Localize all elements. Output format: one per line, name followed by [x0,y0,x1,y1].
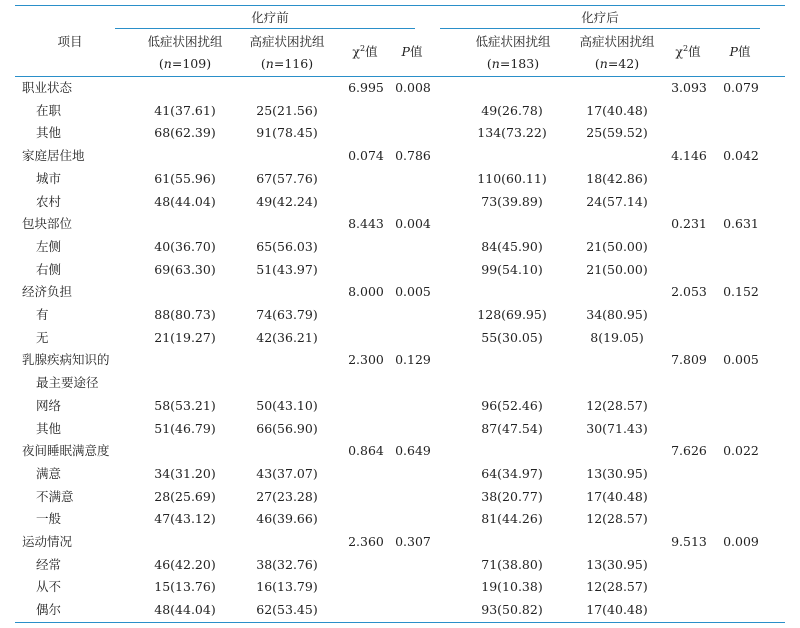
cell-label: 无 [36,329,49,345]
cell-a-high: 34(80.95) [586,307,648,322]
cell-chi2: 0.231 [671,216,707,232]
cell-label: 经常 [36,556,62,572]
cell-a-high: 17(40.48) [586,602,648,618]
cell-label: 运动情况 [22,534,73,549]
cell-label: 包块部位 [22,216,73,232]
header-n-after-low: (n=183) [486,56,540,71]
cell-b-low: 28(25.69) [154,488,216,504]
cell-b-low: 40(36.70) [154,238,216,254]
header-p-after: P值 [729,44,751,59]
header-chi-before: $\chi^2$值 [352,43,378,59]
cell-b-low: 48(44.04) [154,193,216,209]
cell-b-low: 48(44.04) [154,602,216,618]
cell-b-high: 65(56.03) [256,238,318,254]
cell-b-high: 66(56.90) [256,420,318,436]
cell-chi1: 2.360 [348,534,384,549]
cell-p2: 0.042 [723,148,759,164]
header-chi-after: $\chi^2$值 [675,43,701,59]
cell-b-high: 27(23.28) [256,488,318,504]
cell-b-high: 50(43.10) [256,397,318,413]
cell-a-low: 19(10.38) [481,579,543,595]
header-after: 化疗后 [581,10,619,25]
cell-b-low: 51(46.79) [154,420,216,436]
cell-b-high: 67(57.76) [256,170,318,186]
cell-b-low: 69(63.30) [154,261,216,277]
bottom-rule [15,622,785,623]
cell-p1: 0.786 [395,148,431,164]
cell-label: 农村 [36,193,62,209]
header-before-low: 低症状困扰组 [147,34,223,49]
cell-p1: 0.005 [395,284,431,300]
cell-chi1: 0.074 [348,148,384,164]
cell-p2: 0.152 [723,284,759,300]
cell-a-high: 8(19.05) [590,329,644,345]
cell-a-high: 30(71.43) [586,420,648,436]
cell-p1: 0.307 [395,534,431,549]
cell-b-high: 91(78.45) [256,125,318,141]
cell-p2: 0.005 [723,352,759,368]
cell-label: 网络 [36,397,62,413]
cell-a-low: 73(39.89) [481,193,543,209]
cell-label: 在职 [36,102,62,118]
cell-b-low: 68(62.39) [154,125,216,141]
cell-b-high: 43(37.07) [256,465,318,481]
cell-chi1: 6.995 [348,80,384,95]
header-before: 化疗前 [251,10,289,25]
cell-b-high: 46(39.66) [256,511,318,527]
cell-a-low: 128(69.95) [477,307,547,322]
cell-a-low: 93(50.82) [481,602,543,618]
cell-label: 经济负担 [22,284,73,300]
cell-label: 乳腺疾病知识的 [22,352,110,368]
cell-chi2: 2.053 [671,284,707,300]
cell-b-high: 38(32.76) [256,556,318,572]
cell-label: 右侧 [36,261,62,277]
cell-a-high: 17(40.48) [586,102,648,118]
header-item: 项目 [57,34,83,49]
cell-p1: 0.649 [395,443,431,459]
cell-p2: 0.631 [723,216,759,232]
header-before-high: 高症状困扰组 [249,34,325,49]
cell-a-high: 21(50.00) [586,238,648,254]
cell-chi1: 2.300 [348,352,384,368]
cell-b-low: 46(42.20) [154,556,216,572]
cell-a-low: 99(54.10) [481,261,543,277]
cell-b-high: 49(42.24) [256,193,318,209]
header-n-before-high: (n=116) [260,56,314,71]
header-n-before-low: (n=109) [158,56,212,71]
cell-a-high: 21(50.00) [586,261,648,277]
cell-label: 从不 [36,579,62,595]
cell-chi1: 0.864 [348,443,384,459]
cell-chi2: 7.809 [671,352,707,368]
cell-p1: 0.004 [395,216,431,232]
cell-label: 一般 [36,511,62,527]
cell-a-high: 24(57.14) [586,193,648,209]
cell-b-low: 21(19.27) [154,329,216,345]
cell-label: 家庭居住地 [22,148,85,164]
cell-b-high: 74(63.79) [256,307,318,322]
cell-chi1: 8.000 [348,284,384,300]
cell-label: 职业状态 [22,80,73,95]
header-p-before: P值 [401,44,423,59]
cell-a-high: 12(28.57) [586,579,648,595]
cell-b-high: 62(53.45) [256,602,318,618]
cell-label: 满意 [36,465,62,481]
cell-chi2: 4.146 [671,148,707,164]
cell-b-low: 61(55.96) [154,170,216,186]
cell-label: 最主要途径 [36,375,99,391]
header-after-low: 低症状困扰组 [475,34,551,49]
cell-a-low: 49(26.78) [481,102,543,118]
cell-chi2: 9.513 [671,534,707,549]
cell-a-low: 84(45.90) [481,238,543,254]
cell-a-high: 12(28.57) [586,397,648,413]
cell-a-low: 55(30.05) [481,329,543,345]
cell-p2: 0.022 [723,443,759,459]
cell-label: 城市 [36,170,62,186]
cell-p2: 0.079 [723,80,759,95]
top-rule [15,5,785,6]
cell-b-low: 58(53.21) [154,397,216,413]
cell-label: 其他 [36,420,62,436]
cell-label: 左侧 [36,238,62,254]
cell-b-high: 42(36.21) [256,329,318,345]
cell-label: 夜间睡眠满意度 [22,443,110,459]
cell-a-high: 25(59.52) [586,125,648,141]
after-group-rule [440,28,760,29]
cell-label: 其他 [36,125,62,141]
cell-a-high: 13(30.95) [586,465,648,481]
cell-b-low: 47(43.12) [154,511,216,527]
header-n-after-high: (n=42) [594,56,640,71]
cell-a-high: 18(42.86) [586,170,648,186]
cell-b-high: 51(43.97) [256,261,318,277]
cell-b-low: 15(13.76) [154,579,216,595]
header-after-high: 高症状困扰组 [579,34,655,49]
cell-p1: 0.129 [395,352,431,368]
cell-label: 有 [36,307,49,322]
cell-a-low: 38(20.77) [481,488,543,504]
cell-b-high: 16(13.79) [256,579,318,595]
cell-a-low: 81(44.26) [481,511,543,527]
cell-a-low: 87(47.54) [481,420,543,436]
cell-chi2: 7.626 [671,443,707,459]
cell-a-low: 134(73.22) [477,125,547,141]
cell-chi2: 3.093 [671,80,707,95]
cell-p2: 0.009 [723,534,759,549]
cell-label: 偶尔 [36,602,62,618]
cell-b-low: 34(31.20) [154,465,216,481]
cell-a-high: 12(28.57) [586,511,648,527]
cell-a-high: 17(40.48) [586,488,648,504]
cell-b-low: 41(37.61) [154,102,216,118]
before-group-rule [115,28,415,29]
cell-a-high: 13(30.95) [586,556,648,572]
cell-p1: 0.008 [395,80,431,95]
cell-b-high: 25(21.56) [256,102,318,118]
cell-chi1: 8.443 [348,216,384,232]
cell-b-low: 88(80.73) [154,307,216,322]
cell-a-low: 71(38.80) [481,556,543,572]
cell-a-low: 96(52.46) [481,397,543,413]
cell-a-low: 64(34.97) [481,465,543,481]
header-rule [15,76,785,77]
cell-label: 不满意 [36,488,74,504]
cell-a-low: 110(60.11) [477,170,547,186]
